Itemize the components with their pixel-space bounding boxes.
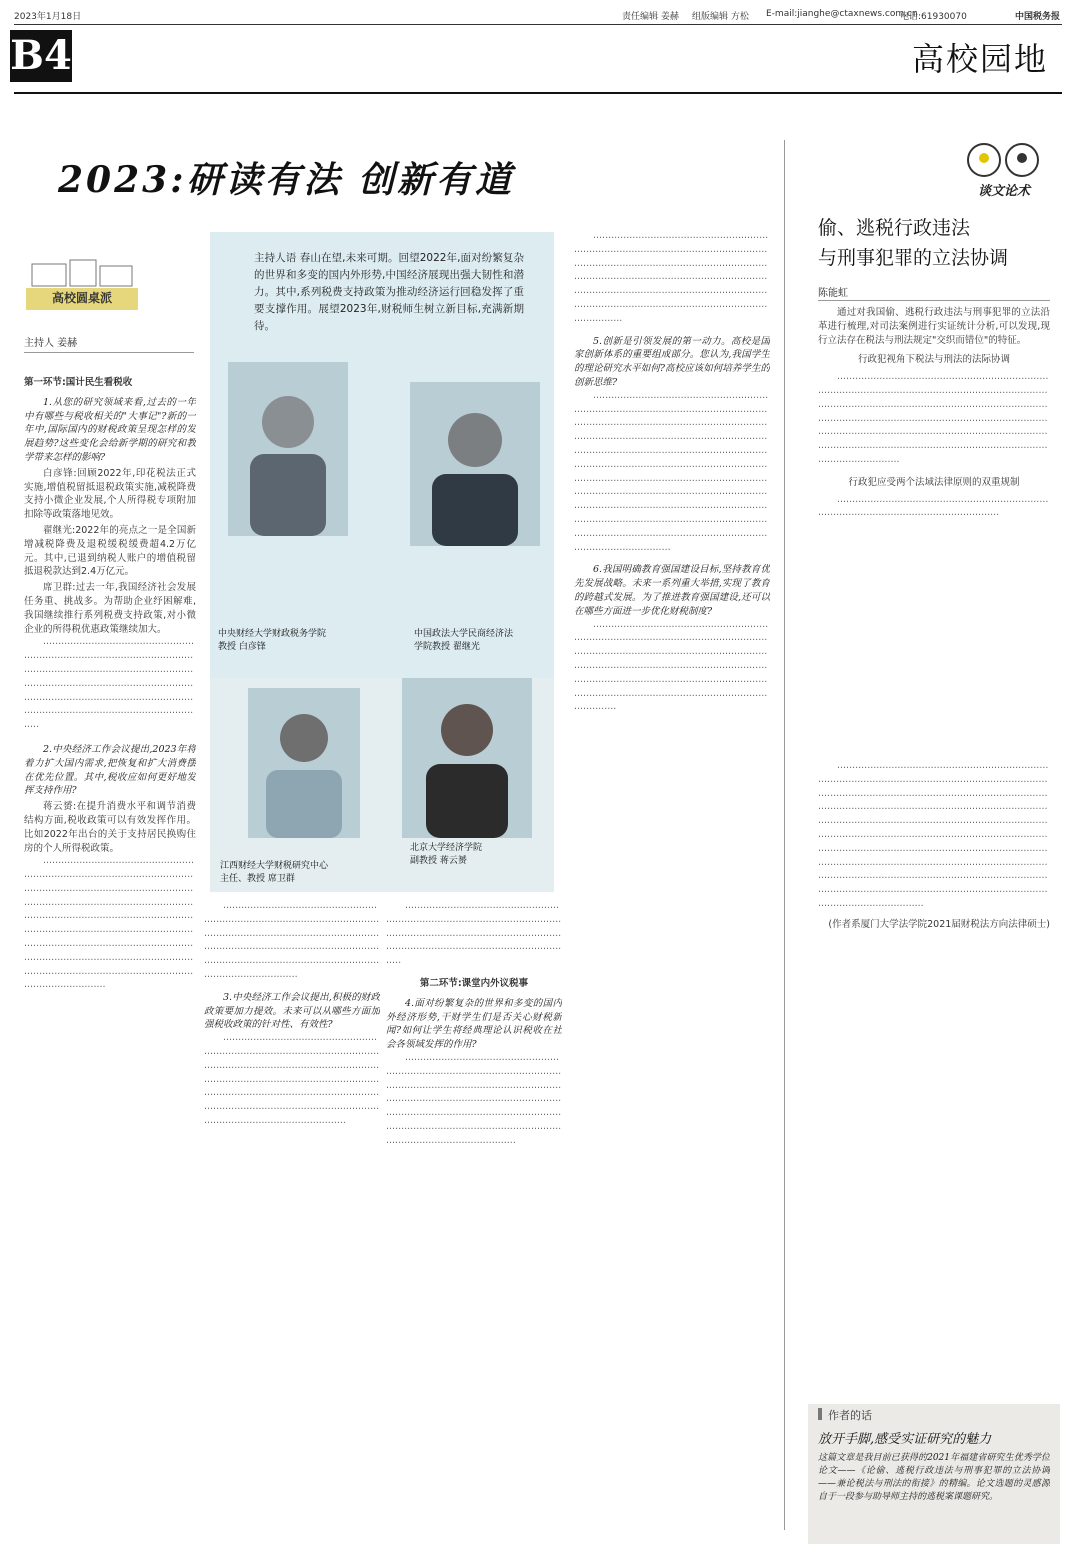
body-text-filler: ·························································································································································································································································································································· xyxy=(204,903,380,983)
question-6: 6.我国明确教育强国建设目标,坚持教育优先发展战略。未来一系列重大举措,实现了教育的跨越式发展。为了推进教育强国建设,还可以在哪些方面进一步优化财税制度? xyxy=(574,564,770,617)
body-text-filler: ································································································································································································································································································································································································ xyxy=(386,1054,562,1149)
side-column-middle xyxy=(818,762,1050,1458)
body-text-filler: ··············································································································································································································································································································································· xyxy=(24,639,194,734)
layout-editor-credit: 组版编辑 方松 xyxy=(692,12,749,22)
side-column-upper xyxy=(818,306,1050,760)
header-rule xyxy=(14,24,1062,25)
caption-jiang-line1: 北京大学经济学院 xyxy=(410,843,483,853)
author-note-marker xyxy=(818,1408,822,1420)
answer-bai-1: 白彦锋:回顾2022年,印花税法正式实施,增值税留抵退税政策实施,减税降费支持小微企业发展,个人所得税专项附加扣除等政策落地见效。 xyxy=(24,467,196,521)
column-mid-b xyxy=(386,902,562,1530)
author-note-title: 放开手脚,感受实证研究的魅力 xyxy=(818,1432,992,1447)
portrait-bai xyxy=(228,362,348,536)
newspaper-name: 中国税务报 xyxy=(1014,12,1060,22)
author-note-label: 作者的话 xyxy=(828,1409,872,1422)
answer-jiang-1: 蒋云赟:在提升消费水平和调节消费结构方面,税收政策可以有效发挥作用。比如2022年出台的关于支持居民换购住房的个人所得税政策。 xyxy=(24,801,196,854)
portrait-zhai xyxy=(410,382,540,546)
section-rule xyxy=(14,92,1062,94)
caption-jiang-line2: 副教授 蒋云赟 xyxy=(410,856,467,866)
column-logo xyxy=(956,140,1052,200)
caption-zhai-line1: 中国政法大学民商经济法 xyxy=(414,629,514,639)
host-name: 主持人 姜赫 xyxy=(24,338,78,349)
caption-xi-line1: 江西财经大学财税研究中心 xyxy=(220,861,329,871)
body-text-filler: ············································································································································································································································································································································································································································································································································· xyxy=(24,858,194,994)
host-intro: 主持人语 春山在望,未来可期。回望2022年,面对纷繁复杂的世界和多变的国内外形势,中国经济展现出强大韧性和潜力。其中,系列税费支持政策为推动经济运行回稳发挥了重要支撑作用。展望2023年,财税师生树立新目标,充满新期待。 xyxy=(254,252,524,332)
page-number: B4 xyxy=(10,30,72,82)
side-lead: 通过对我国偷、逃税行政违法与刑事犯罪的立法沿革进行梳理,对司法案例进行实证统计分析,可以发现,现行立法存在税法与刑法规定"交织而错位"的特征。 xyxy=(818,307,1050,346)
side-author: 陈能虹 xyxy=(818,288,848,299)
sidebar-divider xyxy=(784,140,785,1530)
caption-bai-line1: 中央财经大学财政税务学院 xyxy=(218,629,327,639)
column-mid-a xyxy=(204,902,380,1530)
question-3: 3.中央经济工作会议提出,积极的财政政策要加力提效。未来可以从哪些方面加强税收政策的针对性、有效性? xyxy=(204,991,380,1031)
portrait-jiang xyxy=(402,678,532,838)
question-5: 5.创新是引领发展的第一动力。高校是国家创新体系的重要组成部分。您认为,我国学生的理论研究水平如何?高校应该如何培养学生的创新思维? xyxy=(574,335,770,388)
question-1: 1.从您的研究领域来看,过去的一年中有哪些与税收相关的"大事记"?新的一年中,国际国内的财税政策呈现怎样的发展趋势?这些变化会给新学期的研究和教学带来怎样的影响? xyxy=(24,396,196,463)
answer-xi-1: 席卫群:过去一年,我国经济社会发展任务重、挑战多。为帮助企业纾困解难,我国继续推行系列税费支持政策,对小微企业的所得税优惠政策继续加大。 xyxy=(24,582,196,635)
editor-credit: 责任编辑 姜赫 xyxy=(622,12,679,22)
roundtable-badge xyxy=(26,258,138,320)
body-text-filler: ···································································································································································································································································································································································································· xyxy=(204,1035,380,1129)
body-text-filler: ······································································································································································································································ xyxy=(386,903,562,970)
author-note-text: 这篇文章是我目前已获得的2021年福建省研究生优秀学位论文——《论偷、逃税行政违法与刑事犯罪的立法协调——兼论税法与刑法的衔接》的精编。论文选题的灵感源自于一段参与助导师主持的逃税案课题研究。 xyxy=(818,1453,1050,1502)
question-4: 4.面对纷繁复杂的世界和多变的国内外经济形势,干财学生们是否关心财税新闻?如何让学生将经典理论认识税收在社会各领域发挥的作用? xyxy=(386,997,562,1051)
badge-label: 高校圆桌派 xyxy=(51,291,112,305)
side-author-note: (作者系厦门大学法学院2021届财税法方向法律硕士) xyxy=(828,918,1050,930)
side-title-line1: 偷、逃税行政违法 xyxy=(818,217,971,239)
page-headline: 2023:研读有法 创新有道 xyxy=(58,159,515,201)
column-logo-text: 谈文论术 xyxy=(977,184,1030,199)
body-text-filler: ·························································································································································································································································································································································································································································································································································································································································································································································· xyxy=(574,392,769,556)
photo-panel xyxy=(210,232,554,678)
host-rule xyxy=(24,352,194,353)
caption-bai-line2: 教授 白彦锋 xyxy=(218,642,266,652)
question-2: 2.中央经济工作会议提出,2023年将着力扩大国内需求,把恢复和扩大消费摆在优先位置。其中,税收应如何更好地发挥支持作用? xyxy=(24,743,196,797)
side-subhead-2: 行政犯应受两个法域法律原则的双重规制 xyxy=(848,476,1020,488)
part2-title: 第二环节:课堂内外议税事 xyxy=(419,977,529,989)
answer-zhai-1: 翟继光:2022年的亮点之一是全国新增减税降费及退税缓税缓费超4.2万亿元。其中,已退到纳税人账户的增值税留抵退税款达到2.4万亿元。 xyxy=(24,524,196,578)
email-contact: E-mail:jianghe@ctaxnews.com.cn xyxy=(766,9,918,19)
caption-zhai-line2: 学院教授 翟继光 xyxy=(414,642,480,652)
phone-contact: 电话:61930070 xyxy=(900,12,967,22)
side-subhead-1: 行政犯视角下税法与刑法的法际协调 xyxy=(857,354,1010,366)
issue-date: 2023年1月18日 xyxy=(14,12,82,22)
thinking-heads-icon xyxy=(956,140,1052,180)
photo-panel-lower xyxy=(210,678,554,892)
part1-title: 第一环节:国计民生看税收 xyxy=(24,377,133,388)
column-main-right xyxy=(574,232,770,1530)
body-text-filler: ····················································································································································································································································································································································································································································································································································································································································································································································································································· xyxy=(818,763,1049,912)
body-text-filler: ·········································································································································································································································································································································································································· xyxy=(574,233,769,327)
column-left xyxy=(24,362,196,1530)
body-text-filler: ·································································································································· xyxy=(818,496,1049,522)
side-author-rule xyxy=(818,300,1050,301)
section-title: 高校园地 xyxy=(911,40,1048,78)
body-text-filler: ····························································································································································································································································································································································································································································································· xyxy=(818,374,1049,468)
caption-xi-line2: 主任、教授 席卫群 xyxy=(220,874,295,884)
portrait-xi xyxy=(248,688,360,838)
side-title-line2: 与刑事犯罪的立法协调 xyxy=(818,247,1009,269)
body-text-filler: ········································································································································································································································································································································································································ xyxy=(574,621,769,716)
